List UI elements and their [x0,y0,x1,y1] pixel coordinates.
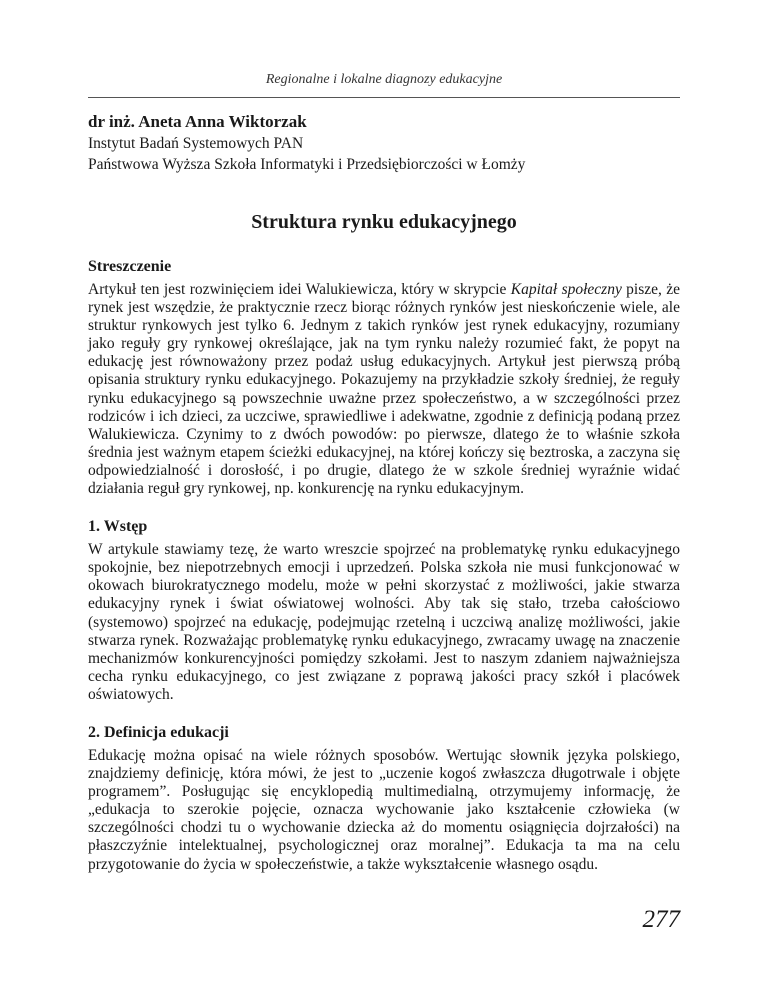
abstract-book-title: Kapitał społeczny [510,281,622,298]
affiliation-2: Państwowa Wyższa Szkoła Informatyki i Przedsiębiorczości w Łomży [88,156,526,173]
author-name: dr inż. Aneta Anna Wiktorzak [88,112,307,131]
header-rule [88,97,680,98]
abstract-text [88,281,680,498]
abstract-text-rest: pisze, że rynek jest wszędzie, że praktycznie rzecz biorąc różnych rynków jest nieskończenie wiele, ale struktur rynkowych jest tylko 6. Jednym z takich rynków jest rynek edukacyjny, rozumiany jako reguły gry rynkowej określające, jak na tym rynku należy rozumieć fakt, że popyt na edukację jest równoważony przez podaż usług edukacyjnych. Artykuł jest pierwszą próbą opisania struktury rynku edukacyjnego. Pokazujemy na przykładzie szkoły średniej, że reguły rynku edukacyjnego są powszechnie uważne przez społeczeństwo, a w szczególności przez rodziców i ich dzieci, za uczciwe, sprawiedliwe i adekwatne, zgodnie z definicją podaną przez Walukiewicza. Czynimy to z dwóch powodów: po pierwsze, dlatego że to właśnie szkoła średnia jest ważnym etapem ścieżki edukacyjnej, na której kończy się beztroska, a zaczyna się odpowiedzialność i dorosłość, i po drugie, dlatego że w szkole średniej wyraźnie widać działania reguł gry rynkowej, np. konkurencję na rynku edukacyjnym. [88,281,681,498]
affiliation-1: Instytut Badań Systemowych PAN [88,135,304,152]
article-body [88,111,680,874]
abstract-heading: Streszczenie [88,258,172,275]
running-head: Regionalne i lokalne diagnozy edukacyjne [265,72,503,87]
section-heading-definition: 2. Definicja edukacji [88,723,229,741]
section-heading-intro: 1. Wstęp [88,518,148,536]
article-title: Struktura rynku edukacyjnego [251,211,517,233]
section-text-definition: Edukację można opisać na wiele różnych sposobów. Wertując słownik języka polskiego, znajdziemy definicję, która mówi, że jest to „uczenie kogoś zwłaszcza długotrwale i objęte programem”. Posługując się encyklopedią multimedialną, otrzymujemy informację, że „edukacja to szerokie pojęcie, oznacza wychowanie jako kształcenie człowieka (w szczególności chodzi tu o wychowanie dziecka aż do momentu osiągnięcia dojrzałości) na płaszczyźnie intelektualnej, psychologicznej oraz moralnej”. Edukacja ta ma na celu przygotowanie do życia w społeczeństwie, a także wykształcenie własnego osądu. [88,746,680,873]
abstract-text-start: Artykuł ten jest rozwinięciem idei Walukiewicza, który w skrypcie [88,281,511,298]
page-number: 277 [642,906,680,933]
section-text-intro: W artykule stawiamy tezę, że warto wreszcie spojrzeć na problematykę rynku edukacyjnego spokojnie, bez niepotrzebnych emocji i uprzedzeń. Polska szkoła nie musi funkcjonować w okowach biurokratycznego modelu, może w pełni skorzystać z możliwości, jakie stwarza edukacyjny rynek i świat oświatowej wolności. Aby tak się stało, trzeba całościowo (systemowo) spojrzeć na edukację, podejmując rzetelną i uczciwą analizę możliwości, jakie stwarza rynek. Rozważając problematykę rynku edukacyjnego, zwracamy uwagę na znaczenie mechanizmów konkurencyjności pomiędzy szkołami. Jest to naszym zdaniem najważniejsza cecha rynku edukacyjnego, co jest związane z poprawą jakości pracy szkół i placówek oświatowych. [88,541,680,703]
